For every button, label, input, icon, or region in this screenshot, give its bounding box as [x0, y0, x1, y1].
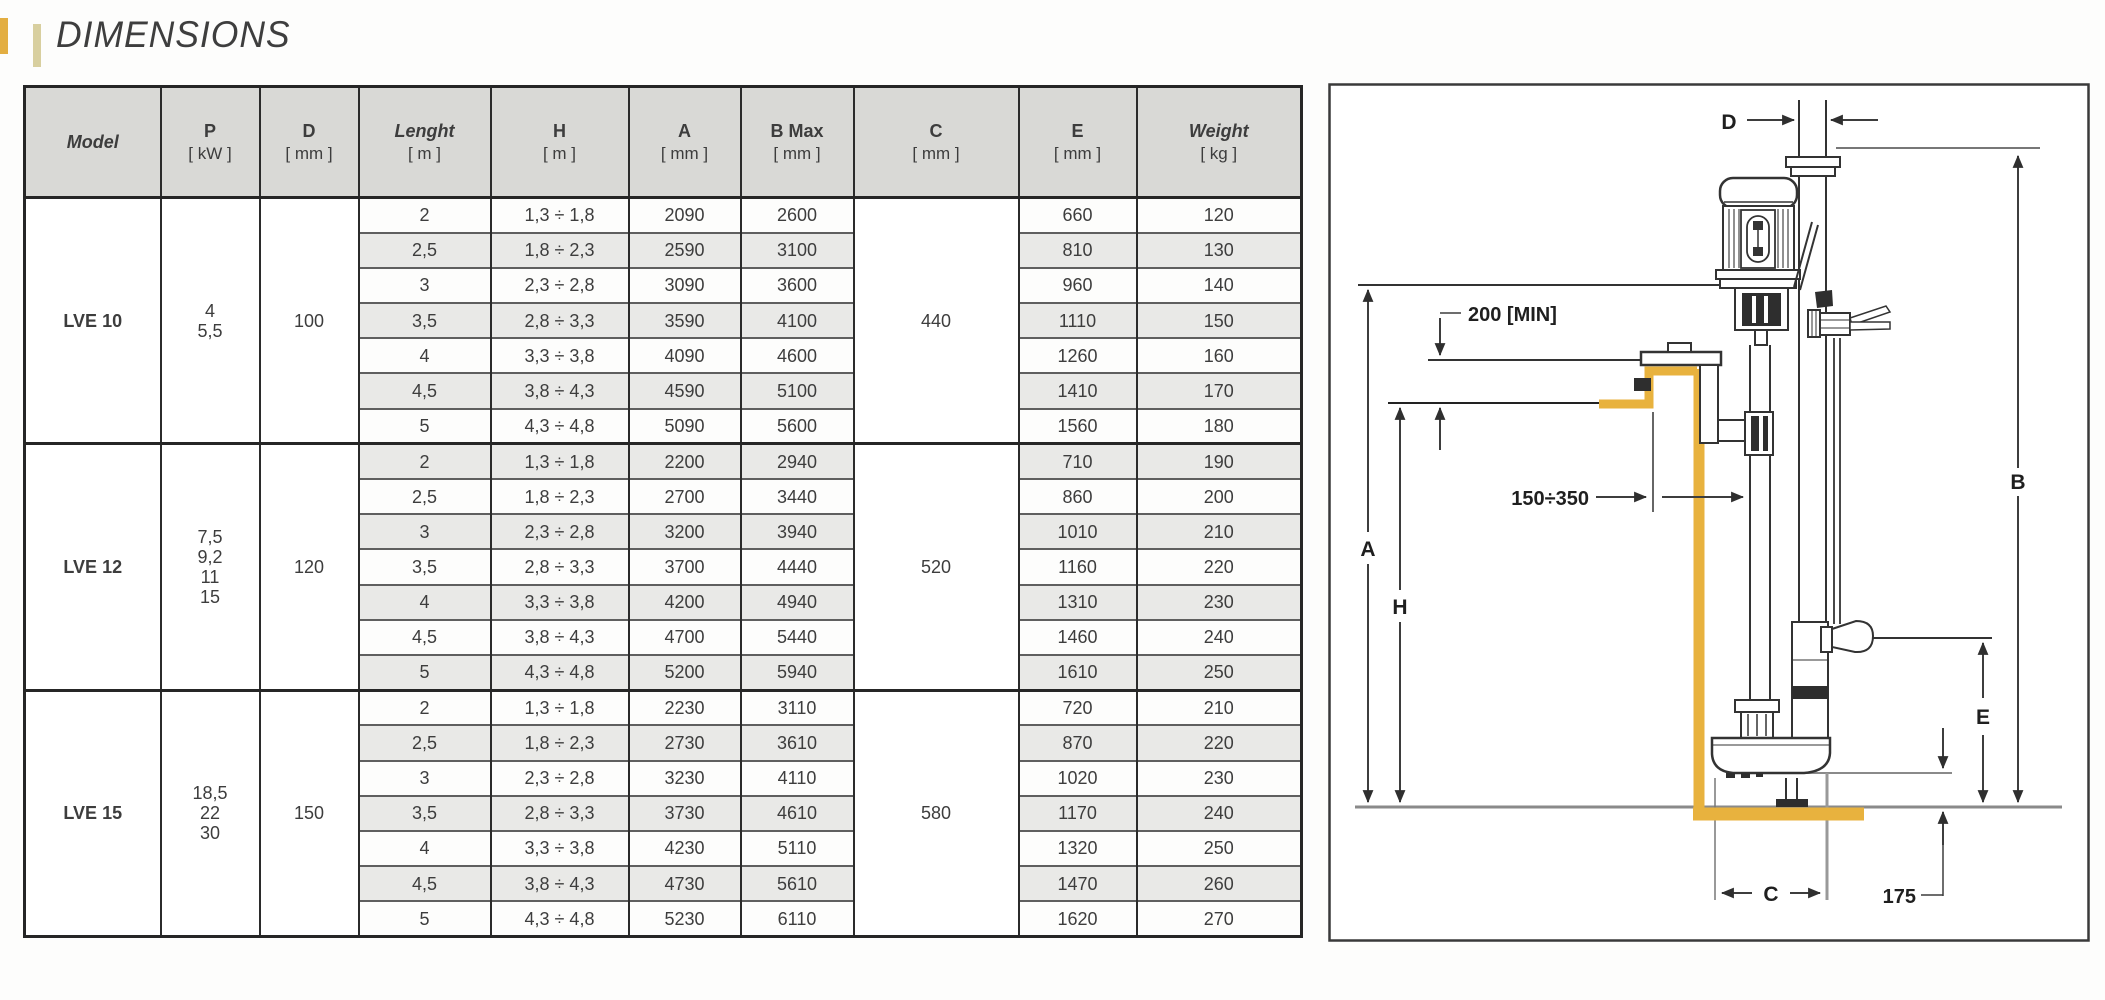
dim-label-h: H	[1392, 596, 1408, 619]
weight-cell: 120	[1137, 198, 1302, 233]
power-cell: 7,5 9,2 11 15	[161, 444, 260, 690]
length-cell: 5	[359, 655, 491, 690]
length-cell: 2	[359, 444, 491, 479]
e-cell: 1110	[1019, 303, 1137, 338]
length-cell: 2	[359, 198, 491, 233]
e-cell: 1610	[1019, 655, 1137, 690]
e-cell: 870	[1019, 725, 1137, 760]
h-cell: 1,8 ÷ 2,3	[491, 479, 629, 514]
h-cell: 1,3 ÷ 1,8	[491, 444, 629, 479]
length-cell: 2,5	[359, 725, 491, 760]
h-cell: 4,3 ÷ 4,8	[491, 655, 629, 690]
length-cell: 3,5	[359, 303, 491, 338]
h-cell: 3,8 ÷ 4,3	[491, 373, 629, 408]
length-cell: 5	[359, 901, 491, 936]
weight-cell: 130	[1137, 233, 1302, 268]
col-header-d: D [ mm ]	[260, 87, 359, 198]
model-cell: LVE 12	[25, 444, 161, 690]
weight-cell: 180	[1137, 409, 1302, 444]
length-cell: 4,5	[359, 373, 491, 408]
bmax-cell: 3110	[741, 690, 854, 725]
model-cell: LVE 10	[25, 198, 161, 444]
e-cell: 660	[1019, 198, 1137, 233]
h-cell: 2,3 ÷ 2,8	[491, 761, 629, 796]
e-cell: 860	[1019, 479, 1137, 514]
length-cell: 4	[359, 585, 491, 620]
length-cell: 3	[359, 268, 491, 303]
bmax-cell: 5110	[741, 831, 854, 866]
h-cell: 2,8 ÷ 3,3	[491, 303, 629, 338]
bmax-cell: 6110	[741, 901, 854, 936]
e-cell: 720	[1019, 690, 1137, 725]
c-cell: 520	[854, 444, 1019, 690]
weight-cell: 200	[1137, 479, 1302, 514]
length-cell: 2,5	[359, 479, 491, 514]
e-cell: 1010	[1019, 514, 1137, 549]
bmax-cell: 3600	[741, 268, 854, 303]
h-cell: 1,3 ÷ 1,8	[491, 690, 629, 725]
col-header-model: Model	[25, 87, 161, 198]
page-edge-accent	[0, 18, 8, 54]
a-cell: 3090	[629, 268, 741, 303]
bmax-cell: 4610	[741, 796, 854, 831]
c-cell: 440	[854, 198, 1019, 444]
weight-cell: 150	[1137, 303, 1302, 338]
dim-label-175: 175	[1882, 886, 1916, 908]
bmax-cell: 3440	[741, 479, 854, 514]
weight-cell: 190	[1137, 444, 1302, 479]
bmax-cell: 4600	[741, 338, 854, 373]
length-cell: 4,5	[359, 620, 491, 655]
a-cell: 2230	[629, 690, 741, 725]
a-cell: 2590	[629, 233, 741, 268]
bmax-cell: 4110	[741, 761, 854, 796]
e-cell: 1620	[1019, 901, 1137, 936]
h-cell: 3,3 ÷ 3,8	[491, 338, 629, 373]
title-accent-bar	[33, 24, 41, 67]
page-title: DIMENSIONS	[56, 14, 291, 55]
weight-cell: 210	[1137, 514, 1302, 549]
model-cell: LVE 15	[25, 690, 161, 936]
h-cell: 2,3 ÷ 2,8	[491, 268, 629, 303]
a-cell: 5230	[629, 901, 741, 936]
col-header-length: Lenght [ m ]	[359, 87, 491, 198]
h-cell: 2,8 ÷ 3,3	[491, 549, 629, 584]
h-cell: 3,3 ÷ 3,8	[491, 585, 629, 620]
weight-cell: 240	[1137, 796, 1302, 831]
bmax-cell: 5440	[741, 620, 854, 655]
a-cell: 3200	[629, 514, 741, 549]
h-cell: 4,3 ÷ 4,8	[491, 901, 629, 936]
bmax-cell: 5610	[741, 866, 854, 901]
length-cell: 3	[359, 761, 491, 796]
e-cell: 1260	[1019, 338, 1137, 373]
dim-label-d: D	[1721, 111, 1737, 134]
a-cell: 4200	[629, 585, 741, 620]
h-cell: 2,3 ÷ 2,8	[491, 514, 629, 549]
e-cell: 1310	[1019, 585, 1137, 620]
e-cell: 1560	[1019, 409, 1137, 444]
weight-cell: 260	[1137, 866, 1302, 901]
dim-label-a: A	[1360, 538, 1376, 561]
h-cell: 3,8 ÷ 4,3	[491, 866, 629, 901]
bmax-cell: 2600	[741, 198, 854, 233]
a-cell: 3590	[629, 303, 741, 338]
bmax-cell: 5940	[741, 655, 854, 690]
length-cell: 2,5	[359, 233, 491, 268]
e-cell: 1170	[1019, 796, 1137, 831]
dim-label-e: E	[1975, 706, 1991, 729]
col-header-p: P [ kW ]	[161, 87, 260, 198]
weight-cell: 220	[1137, 725, 1302, 760]
table-row	[25, 444, 1302, 479]
h-cell: 1,8 ÷ 2,3	[491, 233, 629, 268]
a-cell: 4700	[629, 620, 741, 655]
diameter-cell: 150	[260, 690, 359, 936]
e-cell: 1470	[1019, 866, 1137, 901]
bmax-cell: 5600	[741, 409, 854, 444]
power-cell: 4 5,5	[161, 198, 260, 444]
bmax-cell: 3610	[741, 725, 854, 760]
a-cell: 4090	[629, 338, 741, 373]
h-cell: 3,3 ÷ 3,8	[491, 831, 629, 866]
e-cell: 1320	[1019, 831, 1137, 866]
e-cell: 810	[1019, 233, 1137, 268]
h-cell: 2,8 ÷ 3,3	[491, 796, 629, 831]
length-cell: 3,5	[359, 796, 491, 831]
h-cell: 1,8 ÷ 2,3	[491, 725, 629, 760]
e-cell: 1460	[1019, 620, 1137, 655]
length-cell: 5	[359, 409, 491, 444]
length-cell: 4,5	[359, 866, 491, 901]
weight-cell: 240	[1137, 620, 1302, 655]
a-cell: 4730	[629, 866, 741, 901]
a-cell: 3730	[629, 796, 741, 831]
col-header-h: H [ m ]	[491, 87, 629, 198]
a-cell: 5200	[629, 655, 741, 690]
col-header-c: C [ mm ]	[854, 87, 1019, 198]
diameter-cell: 100	[260, 198, 359, 444]
pump-diagram	[1328, 83, 2090, 942]
length-cell: 3	[359, 514, 491, 549]
a-cell: 2090	[629, 198, 741, 233]
length-cell: 2	[359, 690, 491, 725]
a-cell: 2730	[629, 725, 741, 760]
e-cell: 960	[1019, 268, 1137, 303]
header-row	[25, 87, 1302, 198]
c-cell: 580	[854, 690, 1019, 936]
weight-cell: 230	[1137, 761, 1302, 796]
e-cell: 1160	[1019, 549, 1137, 584]
e-cell: 1410	[1019, 373, 1137, 408]
col-header-e: E [ mm ]	[1019, 87, 1137, 198]
shaft-coupling	[1735, 700, 1779, 738]
bmax-cell: 4940	[741, 585, 854, 620]
weight-cell: 170	[1137, 373, 1302, 408]
h-cell: 4,3 ÷ 4,8	[491, 409, 629, 444]
a-cell: 2700	[629, 479, 741, 514]
col-header-weight: Weight [ kg ]	[1137, 87, 1302, 198]
e-cell: 710	[1019, 444, 1137, 479]
weight-cell: 210	[1137, 690, 1302, 725]
bmax-cell: 5100	[741, 373, 854, 408]
a-cell: 3700	[629, 549, 741, 584]
diameter-cell: 120	[260, 444, 359, 690]
h-cell: 1,3 ÷ 1,8	[491, 198, 629, 233]
length-cell: 3,5	[359, 549, 491, 584]
weight-cell: 270	[1137, 901, 1302, 936]
a-cell: 2200	[629, 444, 741, 479]
power-cell: 18,5 22 30	[161, 690, 260, 936]
dim-label-c: C	[1763, 883, 1779, 906]
weight-cell: 140	[1137, 268, 1302, 303]
table-body	[25, 198, 1302, 937]
dim-label-200-min: 200 [MIN]	[1468, 304, 1557, 326]
weight-cell: 230	[1137, 585, 1302, 620]
col-header-bmax: B Max [ mm ]	[741, 87, 854, 198]
bmax-cell: 2940	[741, 444, 854, 479]
a-cell: 5090	[629, 409, 741, 444]
h-cell: 3,8 ÷ 4,3	[491, 620, 629, 655]
dim-label-150-350: 150÷350	[1511, 488, 1589, 510]
dim-label-b: B	[2010, 471, 2026, 494]
pump-motor	[1716, 178, 1800, 288]
e-cell: 1020	[1019, 761, 1137, 796]
bmax-cell: 4440	[741, 549, 854, 584]
col-header-a: A [ mm ]	[629, 87, 741, 198]
table-row	[25, 690, 1302, 725]
bmax-cell: 3100	[741, 233, 854, 268]
bmax-cell: 4100	[741, 303, 854, 338]
bmax-cell: 3940	[741, 514, 854, 549]
a-cell: 4590	[629, 373, 741, 408]
weight-cell: 160	[1137, 338, 1302, 373]
length-cell: 4	[359, 831, 491, 866]
weight-cell: 250	[1137, 831, 1302, 866]
weight-cell: 220	[1137, 549, 1302, 584]
dimensions-table	[23, 85, 1303, 938]
length-cell: 4	[359, 338, 491, 373]
table-row	[25, 198, 1302, 233]
a-cell: 4230	[629, 831, 741, 866]
a-cell: 3230	[629, 761, 741, 796]
weight-cell: 250	[1137, 655, 1302, 690]
